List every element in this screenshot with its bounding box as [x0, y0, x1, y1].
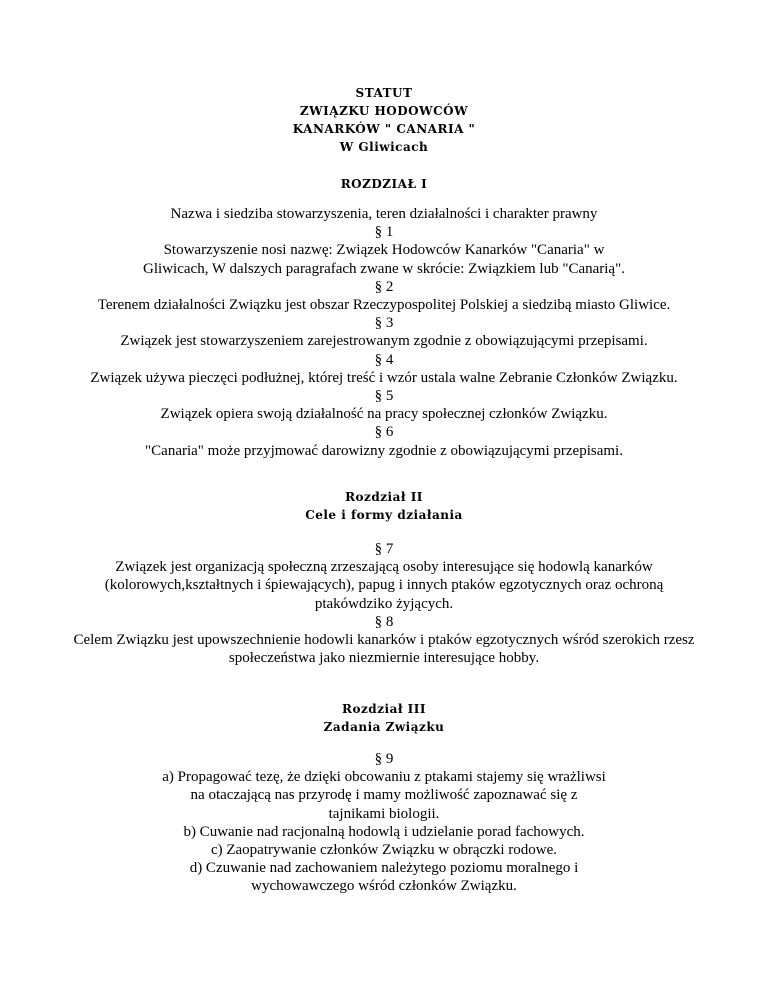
paragraph-number: § 7: [374, 541, 394, 557]
paragraph-line: Związek opiera swoją działalność na pracy społecznej członków Związku.: [160, 406, 608, 423]
chapter-1-heading: [0, 175, 768, 193]
paragraph-line: "Canaria" może przyjmować darowizny zgodnie z obowiązującymi przepisami.: [145, 442, 623, 459]
paragraph-line: Celem Związku jest upowszechnienie hodowli kanarków i ptaków egzotycznych wśród szerokich rzesz: [73, 632, 695, 649]
paragraph-number: § 1: [374, 224, 394, 241]
title-line-1: STATUT: [355, 86, 413, 100]
chapter-2-heading-line-1: Rozdział II: [345, 490, 423, 504]
paragraph-line: Nazwa i siedziba stowarzyszenia, teren działalności i charakter prawny: [170, 206, 598, 222]
list-item-line: wychowawczego wśród członków Związku.: [251, 878, 517, 895]
paragraph-number: § 6: [374, 424, 394, 441]
paragraph-number: § 9: [374, 751, 394, 767]
paragraph-line: społeczeństwa jako niezmiernie interesujące hobby.: [228, 650, 540, 667]
paragraph-line: Związek jest organizacją społeczną zrzeszającą osoby interesujące się hodowlą kanarków: [115, 559, 653, 576]
list-item-line: d) Czuwanie nad zachowaniem należytego poziomu moralnego i: [189, 860, 579, 877]
paragraph-line: Związek używa pieczęci podłużnej, której treść i wzór ustala walne Zebranie Członków Związku.: [90, 369, 678, 386]
paragraph-number: § 4: [374, 351, 394, 368]
paragraph-line: Związek jest stowarzyszeniem zarejestrowanym zgodnie z obowiązującymi przepisami.: [120, 333, 648, 350]
chapter-2-heading: [0, 488, 768, 524]
paragraph-line: Terenem działalności Związku jest obszar Rzeczypospolitej Polskiej a siedzibą miasto Gliwice.: [97, 297, 671, 314]
chapter-3-heading: [0, 700, 768, 736]
paragraph-number: § 5: [374, 388, 394, 405]
paragraph-number: § 2: [374, 278, 394, 295]
list-item-line: c) Zaopatrywanie członków Związku w obrączki rodowe.: [210, 842, 558, 859]
document-title: [0, 84, 768, 156]
chapter-3-heading-line-2: Zadania Związku: [323, 720, 445, 734]
chapter-3-body: [0, 750, 768, 896]
chapter-2-body: [0, 540, 768, 667]
list-item-line: na otaczającą nas przyrodę i mamy możliwość zapoznawać się z: [190, 787, 578, 804]
chapter-1-heading-text: ROZDZIAŁ I: [340, 177, 428, 191]
paragraph-line: (kolorowych,kształtnych i śpiewających), papug i innych ptaków egzotycznych oraz ochroną: [104, 577, 664, 594]
list-item-line: b) Cuwanie nad racjonalną hodowlą i udzielanie porad fachowych.: [183, 823, 585, 840]
list-item-line: a) Propagować tezę, że dzięki obcowaniu z ptakami stajemy się wrażliwsi: [162, 769, 606, 786]
title-line-4: W Gliwicach: [339, 140, 429, 154]
paragraph-line: ptakówdziko żyjących.: [314, 595, 454, 612]
chapter-3-heading-line-1: Rozdział III: [342, 702, 426, 716]
chapter-2-heading-line-2: Cele i formy działania: [305, 508, 463, 522]
chapter-1-body: [0, 205, 768, 460]
paragraph-number: § 3: [374, 315, 394, 332]
list-item-line: tajnikami biologii.: [328, 805, 440, 822]
paragraph-line: Stowarzyszenie nosi nazwę: Związek Hodowców Kanarków "Canaria" w: [163, 242, 605, 259]
title-line-3: KANARKÓW " CANARIA ": [292, 122, 476, 136]
paragraph-line: Gliwicach, W dalszych paragrafach zwane w skrócie: Związkiem lub "Canarią".: [143, 260, 625, 277]
paragraph-number: § 8: [374, 613, 394, 630]
title-line-2: ZWIĄZKU HODOWCÓW: [299, 104, 469, 118]
